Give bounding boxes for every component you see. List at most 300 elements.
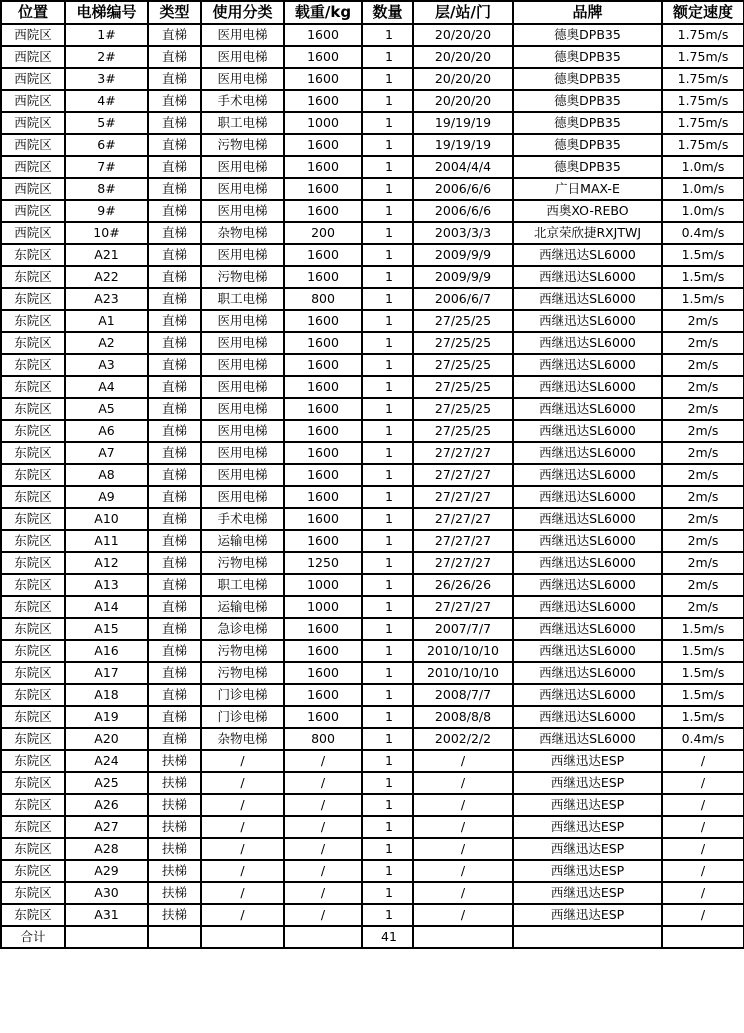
cell-rated-speed: 2m/s [662,552,744,574]
cell-floors-stops-doors: 2010/10/10 [413,662,513,684]
table-row [1,618,744,640]
table-row [1,266,744,288]
cell-brand: 北京荣欣捷RXJTWJ [513,222,662,244]
cell-floors-stops-doors: 27/25/25 [413,310,513,332]
cell-location: 东院区 [1,552,65,574]
cell-brand: 西继迅达SL6000 [513,266,662,288]
cell-type: 直梯 [148,178,201,200]
cell-brand: 西继迅达ESP [513,860,662,882]
cell-floors-stops-doors: 2010/10/10 [413,640,513,662]
table-row [1,662,744,684]
cell-elevator-id: A18 [65,684,148,706]
cell-floors-stops-doors: 2008/7/7 [413,684,513,706]
cell-brand: 德奥DPB35 [513,46,662,68]
cell-location: 东院区 [1,266,65,288]
header-row [1,1,744,24]
cell-load: 1600 [284,420,362,442]
header-location: 位置 [1,1,65,24]
cell-floors-stops-doors: 27/27/27 [413,464,513,486]
cell-load: 1600 [284,640,362,662]
cell-elevator-id: A7 [65,442,148,464]
cell-location: 东院区 [1,376,65,398]
cell-load: 1600 [284,68,362,90]
cell-elevator-id: A6 [65,420,148,442]
cell-rated-speed: 1.5m/s [662,662,744,684]
cell-load: / [284,816,362,838]
cell-floors-stops-doors: 27/27/27 [413,596,513,618]
cell-usage-category: 门诊电梯 [201,706,284,728]
cell-load: 1600 [284,684,362,706]
cell-rated-speed: 1.75m/s [662,112,744,134]
cell-floors-stops-doors: 19/19/19 [413,134,513,156]
cell-location: 东院区 [1,860,65,882]
cell-location: 东院区 [1,794,65,816]
cell-brand: 西继迅达SL6000 [513,508,662,530]
cell-usage-category: 医用电梯 [201,178,284,200]
total-empty-cell [201,926,284,948]
cell-usage-category: 运输电梯 [201,530,284,552]
cell-type: 扶梯 [148,794,201,816]
cell-type: 直梯 [148,46,201,68]
cell-rated-speed: 1.75m/s [662,24,744,46]
cell-rated-speed: / [662,904,744,926]
cell-rated-speed: 2m/s [662,442,744,464]
cell-floors-stops-doors: 2002/2/2 [413,728,513,750]
cell-type: 扶梯 [148,860,201,882]
cell-rated-speed: 1.75m/s [662,134,744,156]
cell-floors-stops-doors: 2006/6/6 [413,200,513,222]
cell-brand: 西继迅达SL6000 [513,420,662,442]
cell-type: 直梯 [148,310,201,332]
cell-location: 东院区 [1,904,65,926]
cell-load: 1600 [284,376,362,398]
cell-rated-speed: / [662,772,744,794]
cell-usage-category: / [201,904,284,926]
cell-location: 西院区 [1,24,65,46]
cell-quantity: 1 [362,838,413,860]
cell-rated-speed: 2m/s [662,574,744,596]
cell-rated-speed: 2m/s [662,354,744,376]
cell-quantity: 1 [362,706,413,728]
cell-load: 1600 [284,508,362,530]
cell-location: 东院区 [1,244,65,266]
cell-elevator-id: A13 [65,574,148,596]
cell-type: 直梯 [148,662,201,684]
table-row [1,552,744,574]
cell-usage-category: 污物电梯 [201,134,284,156]
cell-elevator-id: 7# [65,156,148,178]
cell-load: 800 [284,728,362,750]
cell-type: 直梯 [148,596,201,618]
cell-floors-stops-doors: 2008/8/8 [413,706,513,728]
cell-location: 东院区 [1,596,65,618]
header-load: 载重/kg [284,1,362,24]
cell-rated-speed: 0.4m/s [662,728,744,750]
cell-quantity: 1 [362,486,413,508]
cell-usage-category: 杂物电梯 [201,728,284,750]
cell-floors-stops-doors: 20/20/20 [413,68,513,90]
cell-location: 东院区 [1,684,65,706]
cell-rated-speed: 2m/s [662,508,744,530]
cell-type: 直梯 [148,112,201,134]
cell-location: 东院区 [1,420,65,442]
cell-type: 直梯 [148,640,201,662]
table-row [1,134,744,156]
cell-usage-category: 医用电梯 [201,464,284,486]
cell-load: 1600 [284,662,362,684]
total-empty-cell [148,926,201,948]
cell-brand: 德奥DPB35 [513,24,662,46]
cell-elevator-id: A19 [65,706,148,728]
table-row [1,244,744,266]
cell-floors-stops-doors: / [413,794,513,816]
total-empty-cell [284,926,362,948]
cell-floors-stops-doors: 20/20/20 [413,90,513,112]
cell-floors-stops-doors: 20/20/20 [413,46,513,68]
cell-rated-speed: 1.0m/s [662,200,744,222]
cell-usage-category: 医用电梯 [201,244,284,266]
table-row [1,420,744,442]
cell-load: 1600 [284,24,362,46]
cell-load: / [284,904,362,926]
cell-rated-speed: 2m/s [662,464,744,486]
cell-floors-stops-doors: 2003/3/3 [413,222,513,244]
cell-type: 直梯 [148,486,201,508]
cell-brand: 西继迅达ESP [513,816,662,838]
cell-floors-stops-doors: 2006/6/7 [413,288,513,310]
cell-load: 1600 [284,706,362,728]
cell-load: 800 [284,288,362,310]
cell-load: / [284,794,362,816]
cell-usage-category: 医用电梯 [201,398,284,420]
cell-type: 直梯 [148,464,201,486]
cell-type: 直梯 [148,266,201,288]
cell-usage-category: / [201,750,284,772]
cell-type: 扶梯 [148,816,201,838]
table-row [1,68,744,90]
cell-elevator-id: 1# [65,24,148,46]
cell-quantity: 1 [362,398,413,420]
cell-brand: 西继迅达SL6000 [513,244,662,266]
cell-type: 扶梯 [148,904,201,926]
table-row [1,508,744,530]
cell-quantity: 1 [362,596,413,618]
table-row [1,596,744,618]
cell-brand: 西继迅达SL6000 [513,530,662,552]
cell-floors-stops-doors: 26/26/26 [413,574,513,596]
cell-load: / [284,882,362,904]
cell-rated-speed: 1.75m/s [662,68,744,90]
cell-load: 200 [284,222,362,244]
cell-brand: 西继迅达SL6000 [513,288,662,310]
header-type: 类型 [148,1,201,24]
cell-elevator-id: A9 [65,486,148,508]
cell-floors-stops-doors: 2006/6/6 [413,178,513,200]
cell-location: 东院区 [1,486,65,508]
cell-type: 直梯 [148,442,201,464]
cell-rated-speed: 2m/s [662,420,744,442]
cell-location: 西院区 [1,134,65,156]
cell-type: 扶梯 [148,838,201,860]
cell-location: 东院区 [1,706,65,728]
total-empty-cell [513,926,662,948]
cell-brand: 西继迅达SL6000 [513,618,662,640]
cell-elevator-id: A5 [65,398,148,420]
cell-load: 1600 [284,310,362,332]
cell-quantity: 1 [362,640,413,662]
table-row [1,156,744,178]
cell-load: 1600 [284,178,362,200]
cell-usage-category: 医用电梯 [201,376,284,398]
cell-load: 1600 [284,46,362,68]
cell-type: 直梯 [148,574,201,596]
cell-quantity: 1 [362,860,413,882]
table-row [1,904,744,926]
header-brand: 品牌 [513,1,662,24]
cell-floors-stops-doors: 27/25/25 [413,376,513,398]
table-row [1,200,744,222]
cell-rated-speed: 2m/s [662,310,744,332]
cell-location: 西院区 [1,156,65,178]
cell-location: 东院区 [1,574,65,596]
table-row [1,112,744,134]
cell-brand: 西继迅达SL6000 [513,552,662,574]
cell-rated-speed: / [662,838,744,860]
cell-type: 直梯 [148,134,201,156]
cell-type: 直梯 [148,68,201,90]
cell-rated-speed: 1.5m/s [662,640,744,662]
table-row [1,222,744,244]
cell-load: 1600 [284,398,362,420]
cell-location: 东院区 [1,662,65,684]
cell-quantity: 1 [362,376,413,398]
cell-quantity: 1 [362,904,413,926]
cell-floors-stops-doors: 27/27/27 [413,442,513,464]
table-row [1,376,744,398]
cell-elevator-id: 8# [65,178,148,200]
total-empty-cell [662,926,744,948]
table-row [1,574,744,596]
cell-type: 直梯 [148,376,201,398]
cell-elevator-id: A30 [65,882,148,904]
cell-location: 东院区 [1,816,65,838]
cell-elevator-id: A14 [65,596,148,618]
cell-floors-stops-doors: 27/27/27 [413,508,513,530]
cell-rated-speed: / [662,816,744,838]
cell-rated-speed: 2m/s [662,332,744,354]
cell-floors-stops-doors: 20/20/20 [413,24,513,46]
cell-elevator-id: A26 [65,794,148,816]
table-row [1,860,744,882]
cell-usage-category: 医用电梯 [201,68,284,90]
cell-load: / [284,750,362,772]
cell-usage-category: / [201,794,284,816]
cell-type: 直梯 [148,24,201,46]
cell-load: 1600 [284,530,362,552]
cell-usage-category: 医用电梯 [201,46,284,68]
cell-type: 直梯 [148,706,201,728]
cell-quantity: 1 [362,222,413,244]
table-row [1,332,744,354]
cell-type: 直梯 [148,156,201,178]
cell-location: 东院区 [1,464,65,486]
cell-floors-stops-doors: 27/27/27 [413,530,513,552]
cell-elevator-id: 2# [65,46,148,68]
cell-elevator-id: A11 [65,530,148,552]
cell-floors-stops-doors: 2009/9/9 [413,266,513,288]
cell-usage-category: 医用电梯 [201,310,284,332]
cell-location: 西院区 [1,178,65,200]
cell-brand: 德奥DPB35 [513,68,662,90]
cell-quantity: 1 [362,178,413,200]
cell-load: 1600 [284,464,362,486]
cell-brand: 西继迅达SL6000 [513,486,662,508]
table-row [1,442,744,464]
cell-floors-stops-doors: / [413,750,513,772]
cell-floors-stops-doors: 27/27/27 [413,486,513,508]
cell-rated-speed: 0.4m/s [662,222,744,244]
cell-brand: 德奥DPB35 [513,90,662,112]
table-row [1,46,744,68]
table-row [1,354,744,376]
table-row [1,288,744,310]
cell-brand: 西继迅达ESP [513,904,662,926]
cell-load: 1600 [284,332,362,354]
cell-usage-category: 医用电梯 [201,156,284,178]
cell-quantity: 1 [362,684,413,706]
cell-location: 西院区 [1,112,65,134]
cell-location: 东院区 [1,398,65,420]
cell-type: 直梯 [148,354,201,376]
table-row [1,794,744,816]
cell-load: 1600 [284,244,362,266]
cell-quantity: 1 [362,530,413,552]
table-row [1,728,744,750]
cell-floors-stops-doors: / [413,882,513,904]
cell-type: 扶梯 [148,750,201,772]
cell-elevator-id: A17 [65,662,148,684]
cell-elevator-id: A21 [65,244,148,266]
cell-rated-speed: 1.75m/s [662,90,744,112]
cell-rated-speed: 1.5m/s [662,618,744,640]
cell-rated-speed: 1.5m/s [662,684,744,706]
cell-load: 1000 [284,112,362,134]
cell-load: 1600 [284,90,362,112]
cell-rated-speed: / [662,794,744,816]
table-row [1,530,744,552]
cell-brand: 西继迅达SL6000 [513,640,662,662]
cell-brand: 德奥DPB35 [513,134,662,156]
cell-elevator-id: A29 [65,860,148,882]
cell-type: 直梯 [148,90,201,112]
cell-elevator-id: A15 [65,618,148,640]
cell-usage-category: / [201,838,284,860]
cell-brand: 西继迅达ESP [513,838,662,860]
cell-brand: 广日MAX-E [513,178,662,200]
cell-location: 东院区 [1,640,65,662]
cell-usage-category: 职工电梯 [201,574,284,596]
cell-elevator-id: A12 [65,552,148,574]
table-row [1,310,744,332]
cell-elevator-id: A2 [65,332,148,354]
header-quantity: 数量 [362,1,413,24]
cell-location: 东院区 [1,772,65,794]
cell-elevator-id: A8 [65,464,148,486]
cell-location: 西院区 [1,46,65,68]
cell-location: 东院区 [1,618,65,640]
cell-type: 直梯 [148,244,201,266]
cell-location: 东院区 [1,442,65,464]
cell-location: 东院区 [1,838,65,860]
cell-quantity: 1 [362,156,413,178]
cell-quantity: 1 [362,354,413,376]
cell-rated-speed: 2m/s [662,530,744,552]
cell-quantity: 1 [362,68,413,90]
cell-type: 直梯 [148,728,201,750]
cell-brand: 西继迅达SL6000 [513,728,662,750]
cell-elevator-id: 9# [65,200,148,222]
cell-quantity: 1 [362,816,413,838]
cell-location: 东院区 [1,530,65,552]
table-row [1,486,744,508]
cell-rated-speed: 1.5m/s [662,288,744,310]
table-row [1,706,744,728]
cell-brand: 西奥XO-REBO [513,200,662,222]
cell-usage-category: / [201,860,284,882]
cell-usage-category: 医用电梯 [201,354,284,376]
cell-location: 西院区 [1,200,65,222]
cell-quantity: 1 [362,46,413,68]
cell-brand: 西继迅达SL6000 [513,464,662,486]
total-label: 合计 [1,926,65,948]
cell-usage-category: 运输电梯 [201,596,284,618]
header-rated-speed: 额定速度 [662,1,744,24]
cell-quantity: 1 [362,310,413,332]
cell-quantity: 1 [362,794,413,816]
cell-rated-speed: / [662,860,744,882]
cell-brand: 西继迅达SL6000 [513,442,662,464]
cell-quantity: 1 [362,420,413,442]
cell-rated-speed: / [662,882,744,904]
cell-load: 1600 [284,354,362,376]
cell-location: 西院区 [1,222,65,244]
cell-rated-speed: / [662,750,744,772]
cell-quantity: 1 [362,772,413,794]
cell-brand: 西继迅达ESP [513,750,662,772]
cell-usage-category: 医用电梯 [201,442,284,464]
cell-type: 直梯 [148,552,201,574]
cell-type: 直梯 [148,398,201,420]
cell-quantity: 1 [362,464,413,486]
total-empty-cell [413,926,513,948]
table-row [1,398,744,420]
cell-usage-category: 污物电梯 [201,266,284,288]
cell-quantity: 1 [362,24,413,46]
cell-floors-stops-doors: 2004/4/4 [413,156,513,178]
cell-elevator-id: A20 [65,728,148,750]
cell-rated-speed: 2m/s [662,376,744,398]
cell-brand: 西继迅达SL6000 [513,684,662,706]
cell-quantity: 1 [362,200,413,222]
cell-load: 1600 [284,200,362,222]
table-row [1,464,744,486]
cell-elevator-id: 5# [65,112,148,134]
cell-floors-stops-doors: 27/27/27 [413,552,513,574]
cell-quantity: 1 [362,288,413,310]
cell-quantity: 1 [362,90,413,112]
cell-quantity: 1 [362,112,413,134]
cell-load: 1600 [284,486,362,508]
